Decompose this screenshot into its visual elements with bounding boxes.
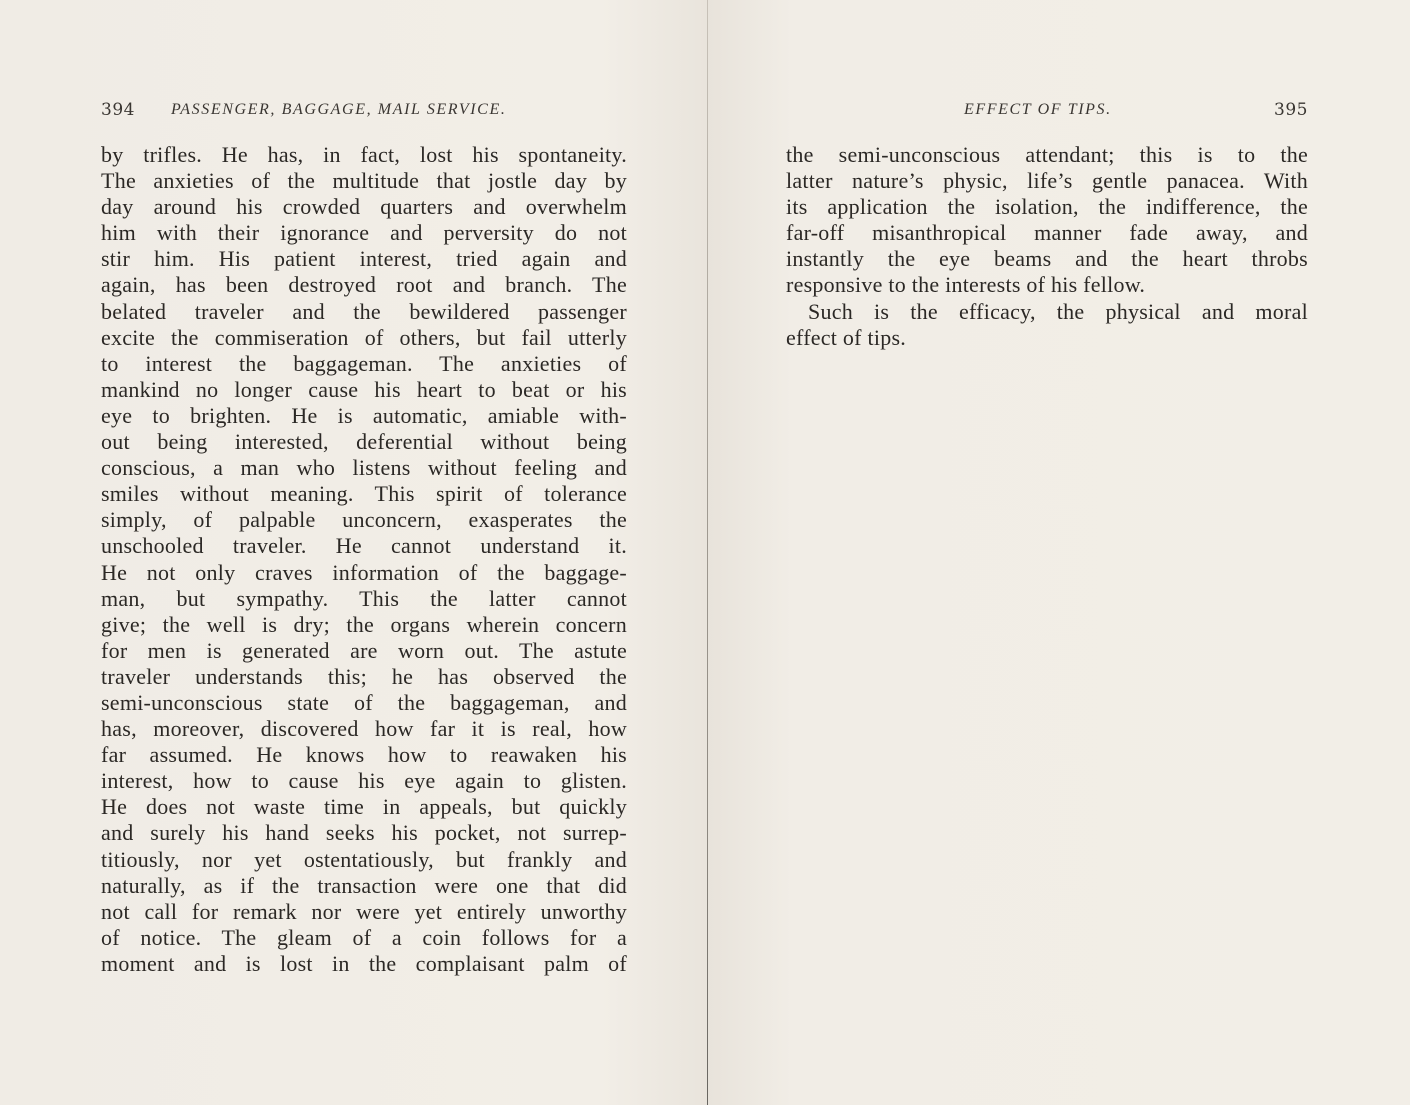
text-line: eye to brighten. He is automatic, amiable with- [101, 402, 627, 428]
text-line: day around his crowded quarters and overwhelm [101, 194, 627, 220]
left-running-head [101, 97, 627, 123]
text-line: conscious, a man who listens without feeling and [101, 455, 627, 481]
text-line: not call for remark nor were yet entirely unworthy [101, 898, 627, 924]
text-line: The anxieties of the multitude that jostle day by [101, 168, 627, 194]
text-line: far assumed. He knows how to reawaken his [101, 742, 627, 768]
text-line: the semi-unconscious attendant; this is to the [786, 142, 1308, 167]
text-line: responsive to the interests of his fellow. [786, 272, 1146, 298]
text-line: titiously, nor yet ostentatiously, but frankly and [101, 846, 627, 872]
text-line: excite the commiseration of others, but fail utterly [101, 324, 627, 350]
text-line: simply, of palpable unconcern, exasperates the [101, 507, 627, 533]
text-line: far-off misanthropical manner fade away, and [786, 220, 1308, 246]
text-line: has, moreover, discovered how far it is real, how [101, 716, 627, 742]
text-line: out being interested, deferential without being [101, 429, 627, 455]
text-line: semi-unconscious state of the baggageman, and [101, 689, 627, 715]
right-page-number: 395 [1274, 100, 1308, 120]
text-line: effect of tips. [786, 324, 907, 350]
left-page-number: 394 [101, 100, 135, 120]
text-line: by trifles. He has, in fact, lost his spontaneity. [101, 142, 627, 167]
text-line: latter nature’s physic, life’s gentle panacea. With [786, 168, 1308, 194]
text-line: naturally, as if the transaction were one that did [101, 872, 627, 898]
text-line: He does not waste time in appeals, but quickly [101, 794, 627, 820]
text-line: unschooled traveler. He cannot understand it. [101, 533, 627, 559]
text-line: belated traveler and the bewildered passenger [101, 298, 627, 324]
text-line: interest, how to cause his eye again to glisten. [101, 768, 627, 794]
text-line: smiles without meaning. This spirit of tolerance [101, 481, 627, 507]
text-line: of notice. The gleam of a coin follows for a [101, 924, 627, 950]
text-line: moment and is lost in the complaisant palm of [101, 950, 627, 976]
text-line: stir him. His patient interest, tried again and [101, 246, 627, 272]
text-line: traveler understands this; he has observed the [101, 663, 627, 689]
right-body-text [786, 142, 1308, 351]
right-running-head [786, 97, 1308, 123]
left-running-head-title: PASSENGER, BAGGAGE, MAIL SERVICE. [171, 101, 507, 118]
text-line: to interest the baggageman. The anxieties of [101, 350, 627, 376]
text-line: again, has been destroyed root and branch. The [101, 272, 627, 298]
text-line: him with their ignorance and perversity do not [101, 220, 627, 246]
text-line: Such is the efficacy, the physical and moral [808, 298, 1308, 324]
text-line: man, but sympathy. This the latter cannot [101, 585, 627, 611]
text-line: its application the isolation, the indifference, the [786, 194, 1308, 220]
text-line: give; the well is dry; the organs wherein concern [101, 611, 627, 637]
right-running-head-title: EFFECT OF TIPS. [964, 101, 1112, 118]
text-line: mankind no longer cause his heart to beat or his [101, 376, 627, 402]
left-body-text [101, 142, 627, 977]
text-line: and surely his hand seeks his pocket, not surrep- [101, 820, 627, 846]
text-line: He not only craves information of the baggage- [101, 559, 627, 585]
text-line: instantly the eye beams and the heart throbs [786, 246, 1308, 272]
text-line: for men is generated are worn out. The astute [101, 637, 627, 663]
